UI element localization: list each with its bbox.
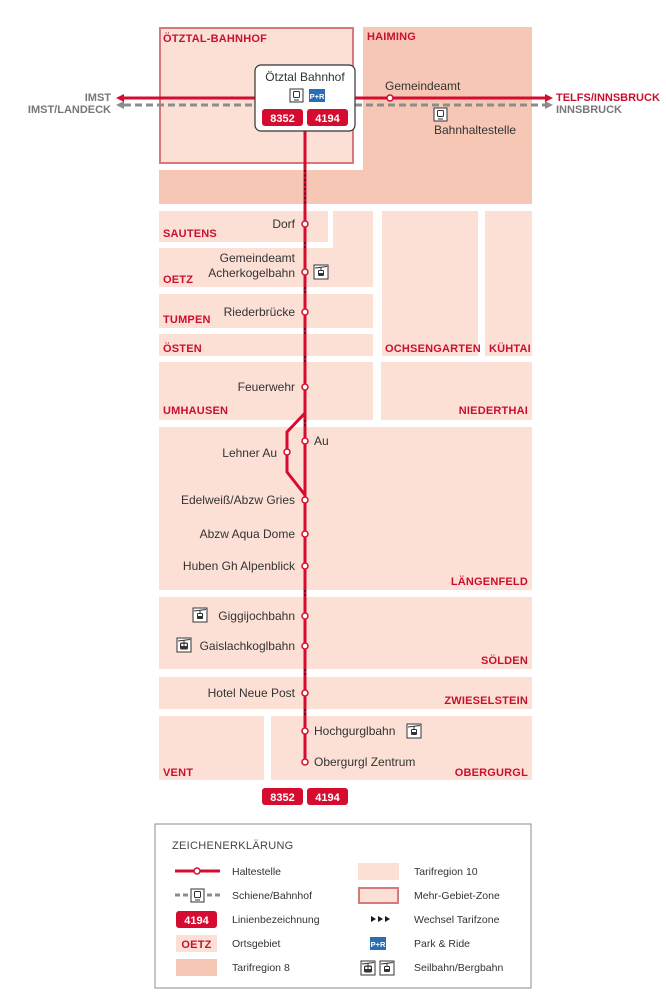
gondola-icon: [380, 961, 394, 975]
area-ochsengarten: [382, 211, 478, 356]
zone-label-oetz: OETZ: [163, 274, 194, 286]
stop-label-gemeindeamt-oetz: Gemeindeamt: [219, 251, 295, 265]
zone-label-tumpen: TUMPEN: [163, 314, 211, 326]
tariff-areas: [159, 27, 532, 780]
rail-arrow-west: [116, 101, 124, 109]
stop-dorf[interactable]: [302, 221, 308, 227]
park-ride-text: P+R: [309, 92, 325, 101]
zone-label-soelden: SÖLDEN: [480, 655, 528, 667]
stop-edelweiss[interactable]: [302, 497, 308, 503]
area-soelden: [159, 597, 532, 669]
legend-item-tarifregion10: [358, 863, 478, 880]
legend-label-wechsel: Wechsel Tarifzone: [414, 914, 500, 926]
stop-hotel-neue-post[interactable]: [302, 690, 308, 696]
stop-label-acherkogelbahn: Acherkogelbahn: [208, 266, 295, 280]
legend-label-schiene: Schiene/Bahnhof: [232, 890, 312, 902]
bottom-line-badges: [262, 788, 348, 805]
stop-label-edelweiss: Edelweiß/Abzw Gries: [180, 493, 295, 507]
direction-telfs-innsbruck: TELFS/INNSBRUCK: [556, 92, 660, 104]
stop-aqua-dome[interactable]: [302, 531, 308, 537]
area-oetztal-lower: [159, 170, 363, 204]
legend-label-ortsgebiet: Ortsgebiet: [232, 938, 281, 950]
stop-label-obergurgl-zentrum: Obergurgl Zentrum: [314, 755, 416, 769]
zone-label-vent: VENT: [163, 767, 194, 779]
direction-imst: IMST: [84, 92, 111, 104]
park-and-ride-icon: [370, 937, 386, 950]
stop-label-bahnhaltestelle: Bahnhaltestelle: [434, 123, 517, 137]
line-badge-8352-bottom-text: 8352: [270, 792, 295, 804]
gondola-icon: [407, 724, 421, 738]
train-icon: [434, 108, 447, 121]
stop-au[interactable]: [302, 438, 308, 444]
legend-item-tarifregion8: [176, 959, 290, 976]
legend-label-tarifregion10: Tarifregion 10: [414, 866, 478, 878]
legend-label-linienbezeichnung: Linienbezeichnung: [232, 914, 320, 926]
bus-arrow-east: [545, 94, 553, 102]
legend: [155, 824, 531, 988]
zone-label-oetztal-bahnhof: ÖTZTAL-BAHNHOF: [163, 33, 268, 45]
direction-innsbruck: INNSBRUCK: [556, 104, 622, 116]
zone-label-oesten: ÖSTEN: [163, 343, 202, 355]
zone-label-umhausen: UMHAUSEN: [163, 405, 229, 417]
line-badge-8352-hub-text: 8352: [270, 113, 295, 125]
legend-item-seilbahn: [361, 961, 503, 975]
zone-label-zwieselstein: ZWIESELSTEIN: [444, 695, 528, 707]
stop-label-hochgurglbahn: Hochgurglbahn: [314, 724, 396, 738]
zone-label-ochsengarten: OCHSENGARTEN: [385, 343, 481, 355]
stop-label-aqua-dome: Abzw Aqua Dome: [199, 527, 295, 541]
zone-label-sautens: SAUTENS: [163, 228, 217, 240]
stop-label-riederbruecke: Riederbrücke: [223, 305, 295, 319]
legend-sample-ortsgebiet: OETZ: [181, 939, 212, 951]
legend-sample-line-badge: 4194: [184, 915, 209, 927]
stop-label-feuerwehr: Feuerwehr: [237, 380, 295, 394]
legend-park-ride-text: P+R: [370, 940, 386, 949]
legend-item-park-ride: [370, 937, 470, 950]
train-icon: [191, 889, 204, 902]
stop-label-gaislachkoglbahn: Gaislachkoglbahn: [199, 639, 295, 653]
zone-label-haiming: HAIMING: [367, 31, 417, 43]
stop-gaislachkoglbahn[interactable]: [302, 643, 308, 649]
legend-item-linienbezeichnung: [176, 911, 320, 928]
cable-car-icon: [177, 638, 191, 652]
stop-label-lehner-au: Lehner Au: [222, 446, 277, 460]
direction-imst-landeck: IMST/LANDECK: [27, 104, 111, 116]
legend-item-schiene: [175, 889, 312, 902]
hub-name: Ötztal Bahnhof: [265, 70, 345, 84]
stop-riederbruecke[interactable]: [302, 309, 308, 315]
stop-label-au: Au: [314, 434, 329, 448]
cable-car-icon: [361, 961, 375, 975]
legend-title: ZEICHENERKLÄRUNG: [172, 840, 294, 852]
stop-obergurgl-zentrum[interactable]: [302, 759, 308, 765]
zone-label-kuehtai: KÜHTAI: [489, 343, 531, 355]
stop-label-hotel-neue-post: Hotel Neue Post: [207, 686, 295, 700]
legend-label-mehr-gebiet: Mehr-Gebiet-Zone: [414, 890, 500, 902]
gondola-icon: [193, 608, 207, 622]
legend-item-mehr-gebiet: [359, 888, 500, 903]
bus-arrow-west: [116, 94, 124, 102]
rail-arrow-east: [545, 101, 553, 109]
legend-label-seilbahn: Seilbahn/Bergbahn: [414, 962, 504, 974]
legend-label-haltestelle: Haltestelle: [232, 866, 282, 878]
stop-giggijochbahn[interactable]: [302, 613, 308, 619]
area-kuehtai: [485, 211, 532, 356]
stop-label-huben: Huben Gh Alpenblick: [182, 559, 295, 573]
stop-gemeindeamt-haiming[interactable]: [387, 95, 393, 101]
zone-label-niederthai: NIEDERTHAI: [458, 405, 528, 417]
train-icon: [290, 89, 303, 102]
gondola-icon: [314, 265, 328, 279]
stop-hochgurglbahn[interactable]: [302, 728, 308, 734]
stop-label-giggijochbahn: Giggijochbahn: [218, 609, 295, 623]
park-and-ride-icon: [309, 89, 325, 102]
stop-feuerwehr[interactable]: [302, 384, 308, 390]
stop-label-dorf: Dorf: [272, 217, 295, 231]
legend-label-park-ride: Park & Ride: [414, 938, 471, 950]
legend-label-tarifregion8: Tarifregion 8: [232, 962, 290, 974]
stop-huben[interactable]: [302, 563, 308, 569]
line-badge-4194-bottom-text: 4194: [315, 792, 340, 804]
stop-gemeindeamt-oetz[interactable]: [302, 269, 308, 275]
stop-lehner-au[interactable]: [284, 449, 290, 455]
zone-label-laengenfeld: LÄNGENFELD: [450, 576, 528, 588]
stop-label-gemeindeamt-haiming: Gemeindeamt: [385, 79, 461, 93]
zone-label-obergurgl: OBERGURGL: [454, 767, 528, 779]
hub-oetztal-bahnhof[interactable]: [255, 65, 355, 131]
line-badge-4194-hub-text: 4194: [315, 113, 340, 125]
